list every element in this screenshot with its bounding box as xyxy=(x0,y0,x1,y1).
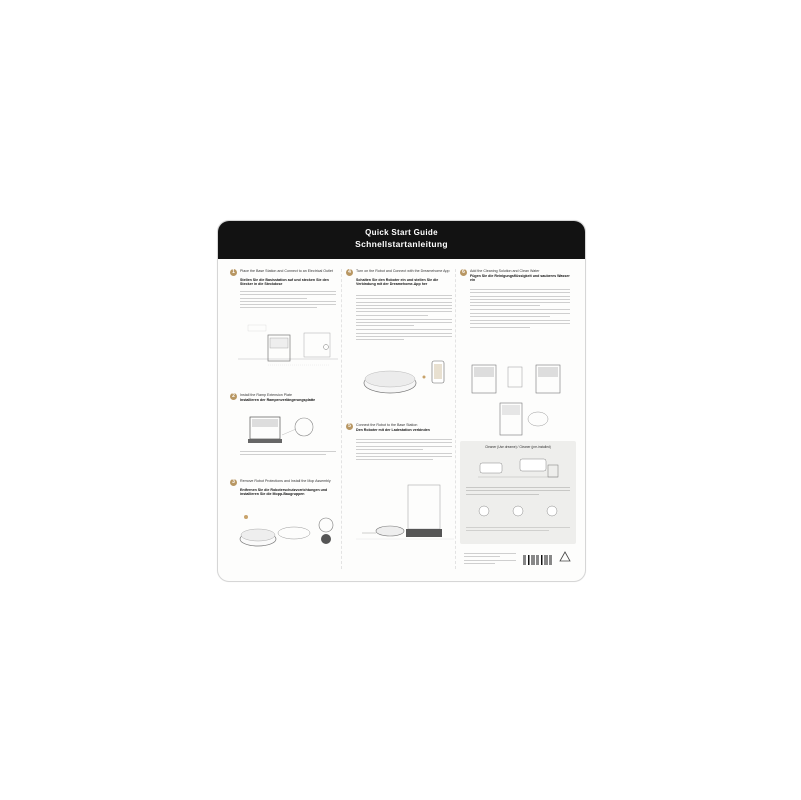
step-title-en: Install the Ramp Extension Plate xyxy=(240,393,292,397)
step-text xyxy=(356,295,452,343)
step-title-de: Fügen Sie die Reinigungsflüssigkeit und sauberes Wasser ein xyxy=(470,274,570,283)
cleaner-bottle-illustration xyxy=(468,453,568,483)
robot-docking-illustration xyxy=(356,477,454,547)
title-banner xyxy=(218,221,585,259)
step-text xyxy=(356,439,452,463)
step-title-en: Add the Cleaning Solution and Clean Water xyxy=(470,269,540,273)
info-footnote xyxy=(466,527,570,534)
info-box-title: Cleaner (Use dreame) / Cleaner (pre-installed) xyxy=(485,445,551,449)
column-1 xyxy=(230,269,342,569)
step-number: 4 xyxy=(346,269,353,276)
step-title-en: Place the Base Station and Connect to an Electrical Outlet xyxy=(240,269,333,273)
step-title-de: Installieren der Rampenverlängerungsplatte xyxy=(240,398,316,402)
step-title-en: Connect the Robot to the Base Station xyxy=(356,423,418,427)
step-title-de: Stellen Sie die Basisstation auf und stecken Sie den Stecker in die Steckdose xyxy=(240,278,329,287)
step-title-de: Den Roboter mit der Ladestation verbinden xyxy=(356,428,430,432)
title-de: Schnellstartanleitung xyxy=(355,239,448,249)
step-text xyxy=(240,291,336,311)
cleaner-info-box xyxy=(460,441,576,544)
column-2 xyxy=(346,269,458,569)
step-title-en: Remove Robot Protections and Install the Mop Assembly xyxy=(240,479,331,483)
cleaner-options-icons xyxy=(470,503,566,521)
step-title-de: Entfernen Sie die Roboterschutzvorrichtungen und installieren Sie die Mopp-Baugruppen xyxy=(240,488,328,497)
base-station-illustration xyxy=(238,321,338,371)
title-en: Quick Start Guide xyxy=(365,228,438,237)
step-number: 6 xyxy=(460,269,467,276)
ramp-plate-illustration xyxy=(238,411,338,447)
step-title-de: Schalten Sie den Roboter ein und stellen Sie die Verbindung mit der Dreamehome-App her xyxy=(356,278,439,287)
step-number: 3 xyxy=(230,479,237,486)
info-text xyxy=(466,487,570,497)
step-number: 1 xyxy=(230,269,237,276)
robot-app-illustration xyxy=(354,357,454,401)
robot-mop-illustration xyxy=(236,505,340,555)
step-title-en: Turn on the Robot and Connect with the Dreamehome App xyxy=(356,269,450,273)
step-number: 5 xyxy=(346,423,353,430)
step-text xyxy=(470,289,570,330)
water-tank-illustration xyxy=(464,359,574,439)
recycle-icon xyxy=(559,551,571,563)
step-text xyxy=(240,451,336,458)
quick-start-sheet xyxy=(217,220,586,582)
barcode xyxy=(523,555,553,565)
step-number: 2 xyxy=(230,393,237,400)
legal-text xyxy=(464,553,516,566)
